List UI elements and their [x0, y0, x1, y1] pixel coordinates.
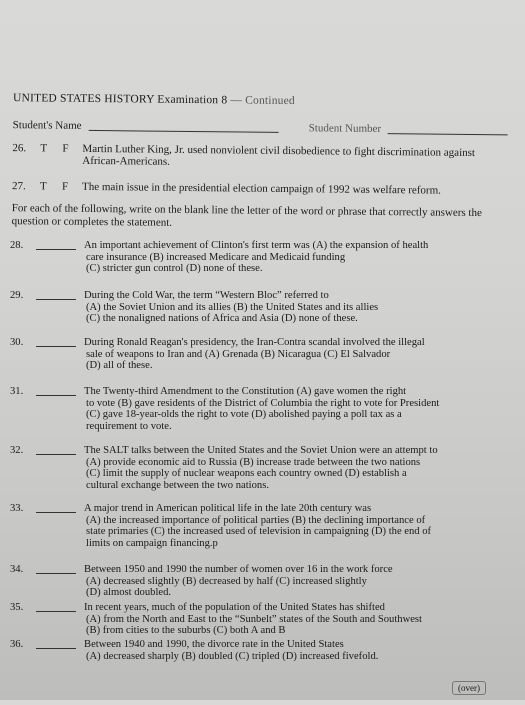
question-body [84, 602, 516, 637]
question-number: 30. [10, 337, 24, 348]
question-number: 29. [10, 290, 24, 301]
student-number-label: Student Number [308, 122, 382, 135]
question-number: 36. [10, 639, 24, 650]
question-line: (D) all of these. [86, 360, 153, 371]
question-line: (A) decreased slightly (B) decreased by half (C) increased slightly [86, 575, 367, 587]
true-option[interactable]: T [40, 142, 48, 155]
question-line: In recent years, much of the population of the United States has shifted [84, 602, 385, 613]
question-line: (A) from the North and East to the “Sunbelt” states of the South and Southwest [86, 613, 422, 625]
answer-blank[interactable] [36, 611, 76, 612]
question-body [84, 386, 516, 432]
answer-blank[interactable] [36, 512, 76, 513]
answer-blank[interactable] [36, 346, 76, 347]
question-line: care insurance (B) increased Medicare and Medicaid funding [86, 251, 346, 263]
student-info-row [12, 119, 382, 135]
answer-blank[interactable] [36, 249, 76, 250]
answer-blank[interactable] [36, 299, 76, 300]
question-number: 34. [10, 564, 24, 575]
question-line: sale of weapons to Iran and (A) Grenada (B) Nicaragua (C) El Salvador [86, 348, 391, 360]
student-name-blank[interactable] [88, 130, 278, 133]
exam-title: UNITED STATES HISTORY Examination 8 [12, 92, 228, 107]
question-line: (A) decreased sharply (B) doubled (C) tripled (D) increased fivefold. [86, 650, 379, 662]
question-number: 31. [10, 386, 24, 397]
tf-question-26 [12, 142, 502, 171]
question-line: (A) the increased importance of political parties (B) the declining importance of [86, 514, 426, 526]
question-line: An important achievement of Clinton's first term was (A) the expansion of health [84, 240, 429, 251]
false-option[interactable]: F [61, 180, 69, 193]
question-line: Between 1950 and 1990 the number of women over 16 in the work force [84, 564, 393, 575]
question-line: During Ronald Reagan's presidency, the Iran-Contra scandal involved the illegal [84, 337, 425, 348]
question-line: During the Cold War, the term “Western Bloc” referred to [84, 290, 329, 301]
question-line: (A) the Soviet Union and its allies (B) the United States and its allies [86, 301, 379, 313]
question-body [84, 240, 516, 275]
question-line: The Twenty-third Amendment to the Constitution (A) gave women the right [84, 386, 407, 397]
question-line: (B) from cities to the suburbs (C) both A and B [86, 625, 286, 636]
tf-question-27 [12, 180, 502, 197]
question-body [84, 445, 516, 491]
question-number: 26. [12, 142, 27, 155]
question-text: The main issue in the presidential election campaign of 1992 was welfare reform. [81, 180, 441, 197]
instructions: For each of the following, write on the blank line the letter of the word or phrase that correctly answers the question or completes the statement. [11, 202, 482, 229]
question-line: (C) stricter gun control (D) none of these. [86, 263, 263, 274]
student-name-label: Student's Name [12, 119, 82, 132]
header-continued: Continued [245, 94, 295, 108]
question-body [84, 290, 516, 325]
question-body [84, 639, 516, 662]
over-label: (over) [452, 681, 486, 695]
question-text: Martin Luther King, Jr. used nonviolent civil disobedience to fight discrimination against African-Americans. [82, 142, 476, 168]
question-body [84, 564, 516, 599]
question-line: A major trend in American political life in the late 20th century was [84, 503, 372, 514]
question-line: requirement to vote. [86, 420, 172, 432]
question-line: The SALT talks between the United States and the Soviet Union were an attempt to [84, 445, 438, 456]
student-number-group [309, 122, 508, 136]
answer-blank[interactable] [36, 573, 76, 574]
question-line: Between 1940 and 1990, the divorce rate in the United States [84, 639, 344, 650]
exam-header [13, 92, 295, 107]
question-line: cultural exchange between the two nations. [86, 479, 269, 491]
student-number-blank[interactable] [388, 133, 508, 135]
question-body [84, 337, 516, 372]
answer-blank[interactable] [36, 454, 76, 455]
true-option[interactable]: T [39, 180, 47, 193]
question-body [84, 503, 516, 549]
question-number: 27. [11, 180, 26, 193]
question-number: 32. [10, 445, 24, 456]
question-number: 33. [10, 503, 24, 514]
false-option[interactable]: F [62, 142, 69, 155]
question-line: (C) the nonaligned nations of Africa and Asia (D) none of these. [86, 313, 358, 324]
question-number: 28. [10, 240, 24, 251]
question-line: state primaries (C) the increased used of television in campaigning (D) the end of [86, 526, 432, 537]
answer-blank[interactable] [36, 648, 76, 649]
question-line: (C) gave 18-year-olds the right to vote (D) abolished paying a poll tax as a [86, 409, 402, 420]
question-number: 35. [10, 602, 24, 613]
answer-blank[interactable] [36, 395, 76, 396]
question-line: to vote (B) gave residents of the District of Columbia the right to vote for President [86, 397, 440, 409]
question-line: (C) limit the supply of nuclear weapons each country owned (D) establish a [86, 468, 407, 479]
question-line: (D) almost doubled. [86, 587, 172, 598]
question-line: limits on campaign financing.p [86, 537, 218, 549]
header-dash: — [227, 94, 246, 107]
question-line: (A) provide economic aid to Russia (B) increase trade between the two nations [86, 456, 421, 468]
